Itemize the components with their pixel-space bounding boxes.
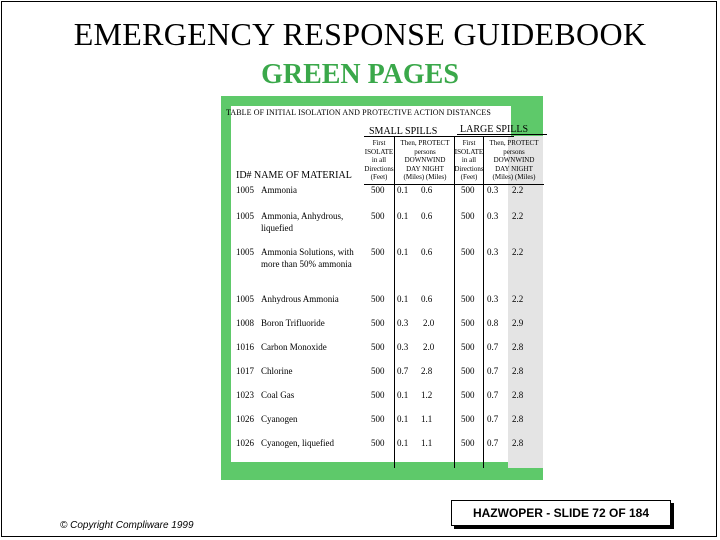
column-divider (454, 136, 455, 468)
large-night-miles: 2.2 (512, 211, 524, 221)
small-night-miles: 2.0 (423, 342, 435, 352)
large-night-miles: 2.8 (512, 414, 524, 424)
material-name: Boron Trifluoride (261, 318, 325, 328)
large-day-miles: 0.3 (487, 211, 499, 221)
material-id: 1017 (236, 366, 254, 376)
large-isolate-feet: 500 (461, 318, 475, 328)
small-isolate-feet: 500 (371, 318, 385, 328)
small-isolate-header: First ISOLATE in all Directions (Feet) (364, 139, 394, 181)
large-isolate-feet: 500 (461, 414, 475, 424)
material-id: 1026 (236, 414, 254, 424)
material-id: 1008 (236, 318, 254, 328)
small-day-miles: 0.1 (397, 390, 409, 400)
material-id: 1005 (236, 294, 254, 304)
slide-subtitle: GREEN PAGES (261, 59, 459, 90)
small-isolate-feet: 500 (371, 390, 385, 400)
small-night-miles: 1.1 (421, 438, 433, 448)
small-day-miles: 0.3 (397, 342, 409, 352)
small-night-miles: 0.6 (421, 211, 433, 221)
large-isolate-feet: 500 (461, 294, 475, 304)
small-day-miles: 0.1 (397, 414, 409, 424)
large-night-miles: 2.8 (512, 390, 524, 400)
large-day-miles: 0.7 (487, 438, 499, 448)
material-id: 1016 (236, 342, 254, 352)
large-isolate-feet: 500 (461, 342, 475, 352)
large-day-miles: 0.3 (487, 247, 499, 257)
small-isolate-feet: 500 (371, 211, 385, 221)
material-name: Ammonia (261, 185, 297, 195)
table-title: TABLE OF INITIAL ISOLATION AND PROTECTIVE ACTION DISTANCES (226, 108, 491, 117)
large-day-miles: 0.7 (487, 342, 499, 352)
slide-counter: HAZWOPER - SLIDE 72 OF 184 (451, 500, 671, 526)
large-isolate-header: First ISOLATE in all Directions (Feet) (454, 139, 484, 181)
small-isolate-feet: 500 (371, 438, 385, 448)
material-id: 1026 (236, 438, 254, 448)
large-night-miles: 2.8 (512, 366, 524, 376)
small-night-miles: 1.2 (421, 390, 433, 400)
small-isolate-feet: 500 (371, 342, 385, 352)
large-day-miles: 0.7 (487, 414, 499, 424)
small-spills-heading: SMALL SPILLS (369, 126, 438, 137)
small-night-miles: 2.0 (423, 318, 435, 328)
small-day-miles: 0.7 (397, 366, 409, 376)
column-divider (483, 136, 484, 468)
large-protect-header: Then, PROTECT persons DOWNWIND DAY NIGHT (Miles) (Miles) (489, 139, 539, 181)
small-night-miles: 0.6 (421, 185, 433, 195)
large-night-miles: 2.8 (512, 438, 524, 448)
material-name: Ammonia, Anhydrous, liquefied (261, 211, 344, 233)
guidebook-page (226, 106, 539, 462)
large-night-miles: 2.2 (512, 247, 524, 257)
large-night-miles: 2.2 (512, 185, 524, 195)
small-day-miles: 0.1 (397, 211, 409, 221)
small-isolate-feet: 500 (371, 247, 385, 257)
large-isolate-feet: 500 (461, 185, 475, 195)
large-night-miles: 2.8 (512, 342, 524, 352)
large-day-miles: 0.7 (487, 390, 499, 400)
material-name: Carbon Monoxide (261, 342, 327, 352)
large-night-miles: 2.2 (512, 294, 524, 304)
material-name: Cyanogen (261, 414, 298, 424)
small-day-miles: 0.3 (397, 318, 409, 328)
large-isolate-feet: 500 (461, 247, 475, 257)
large-day-miles: 0.7 (487, 366, 499, 376)
small-night-miles: 2.8 (421, 366, 433, 376)
small-day-miles: 0.1 (397, 185, 409, 195)
material-id: 1023 (236, 390, 254, 400)
large-day-miles: 0.3 (487, 294, 499, 304)
small-day-miles: 0.1 (397, 247, 409, 257)
material-name: Anhydrous Ammonia (261, 294, 339, 304)
small-protect-header: Then, PROTECT persons DOWNWIND DAY NIGHT (Miles) (Miles) (400, 139, 450, 181)
small-night-miles: 0.6 (421, 247, 433, 257)
large-day-miles: 0.3 (487, 185, 499, 195)
material-name: Chlorine (261, 366, 293, 376)
large-day-miles: 0.8 (487, 318, 499, 328)
small-day-miles: 0.1 (397, 294, 409, 304)
large-isolate-feet: 500 (461, 211, 475, 221)
large-isolate-feet: 500 (461, 438, 475, 448)
id-name-header: ID# NAME OF MATERIAL (236, 170, 352, 181)
material-name: Coal Gas (261, 390, 295, 400)
copyright-notice: © Copyright Compliware 1999 (60, 520, 194, 531)
material-id: 1005 (236, 185, 254, 195)
material-id: 1005 (236, 247, 254, 257)
large-night-miles: 2.9 (512, 318, 524, 328)
column-divider (394, 136, 395, 468)
large-spills-heading: LARGE SPILLS (460, 124, 529, 135)
material-id: 1005 (236, 211, 254, 221)
slide-title: EMERGENCY RESPONSE GUIDEBOOK (73, 16, 647, 52)
small-isolate-feet: 500 (371, 414, 385, 424)
material-name: Cyanogen, liquefied (261, 438, 334, 448)
small-day-miles: 0.1 (397, 438, 409, 448)
small-isolate-feet: 500 (371, 185, 385, 195)
large-isolate-feet: 500 (461, 366, 475, 376)
large-isolate-feet: 500 (461, 390, 475, 400)
material-name: Ammonia Solutions, with more than 50% ammonia (261, 247, 354, 269)
small-isolate-feet: 500 (371, 366, 385, 376)
small-night-miles: 0.6 (421, 294, 433, 304)
small-isolate-feet: 500 (371, 294, 385, 304)
small-night-miles: 1.1 (421, 414, 433, 424)
